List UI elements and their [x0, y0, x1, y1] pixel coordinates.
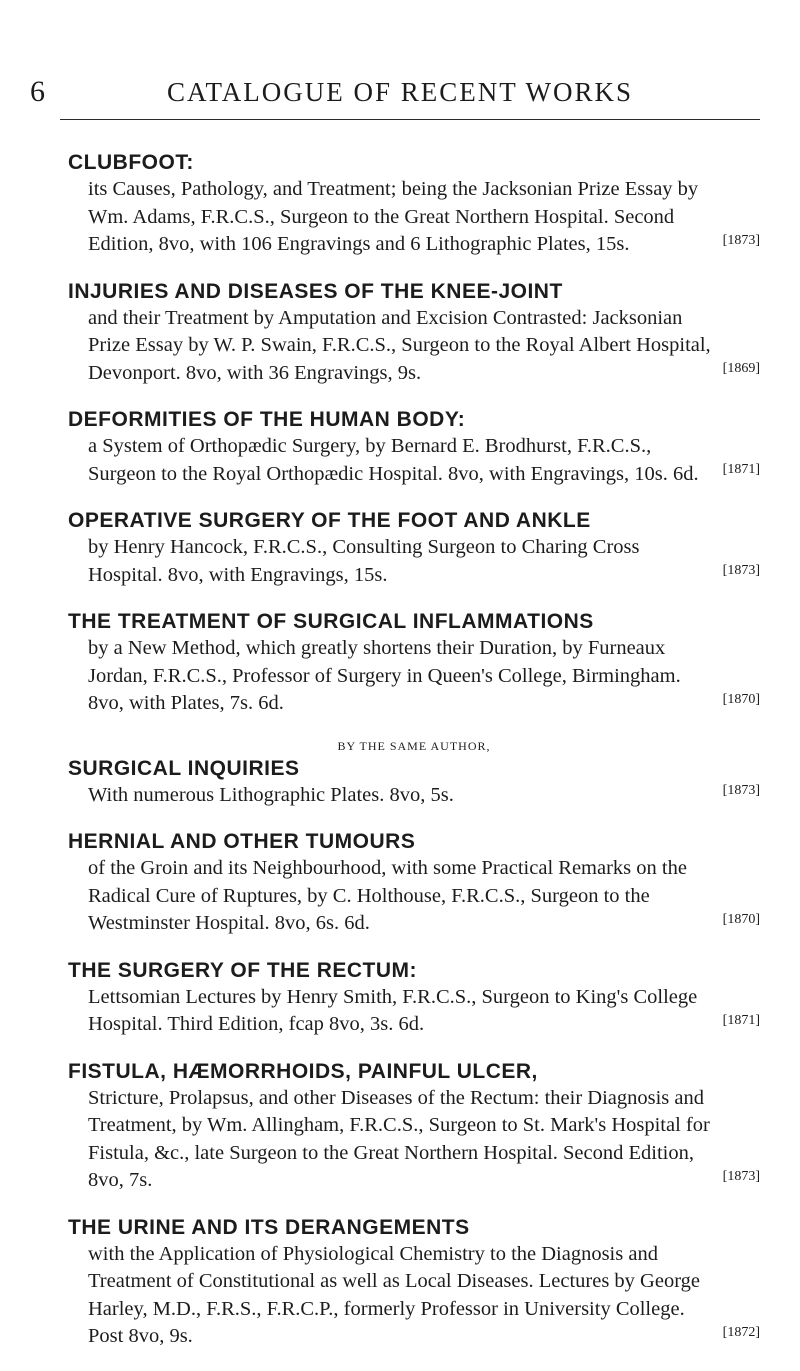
entry-title: INJURIES AND DISEASES OF THE KNEE-JOINT [68, 279, 563, 303]
entry-description [88, 635, 760, 718]
catalogue-entry-deformities [68, 407, 760, 488]
entry-description [88, 305, 760, 388]
entry-title: SURGICAL INQUIRIES [68, 756, 300, 780]
entry-description [88, 433, 760, 488]
publication-year: [1873] [722, 232, 760, 248]
publication-year: [1871] [722, 1012, 760, 1028]
entry-title: OPERATIVE SURGERY OF THE FOOT AND ANKLE [68, 509, 591, 532]
catalogue-entry-foot-ankle [68, 508, 760, 589]
entry-description [88, 855, 760, 938]
entry-title: HERNIAL AND OTHER TUMOURS [68, 830, 416, 853]
entry-title: THE URINE AND ITS DERANGEMENTS [68, 1215, 470, 1239]
publication-year: [1870] [722, 691, 760, 707]
entry-description [88, 984, 760, 1039]
catalogue-entry-surgical-inflammations [68, 609, 760, 718]
publication-year: [1873] [722, 783, 760, 798]
running-head [30, 72, 770, 112]
entry-title: FISTULA, HÆMORRHOIDS, PAINFUL ULCER, [68, 1059, 538, 1083]
entry-description-text: Stricture, Prolapsus, and other Diseases of the Rectum: their Diagnosis and Treatment, by Wm. Allingham, F.R.C.S., Surgeon to St. Mark's Hospital for Fistula, &c., late Surgeon to the Great Northern Hospital. Second Edition, 8vo, 7s. [88, 1086, 710, 1191]
entry-description [88, 1241, 760, 1351]
page-number: 6 [30, 75, 45, 108]
publication-year: [1872] [722, 1324, 760, 1340]
catalogue-entry-hernial-tumours [68, 829, 760, 938]
entry-description-text: with the Application of Physiological Chemistry to the Diagnosis and Treatment of Constitutional as well as Local Diseases. Lectures by George Harley, M.D., F.R.S., F.R.C.P., formerly Professor in University College. Post 8vo, 9s. [88, 1242, 701, 1347]
entry-description [88, 1085, 760, 1195]
catalogue-entry-surgical-inquiries [68, 738, 760, 810]
catalogue-entry-fistula [68, 1059, 760, 1195]
catalogue-entry-urine [68, 1215, 760, 1351]
entry-title: THE SURGERY OF THE RECTUM: [68, 958, 418, 982]
entry-description-text: a System of Orthopædic Surgery, by Bernard E. Brodhurst, F.R.C.S., Surgeon to the Royal Orthopædic Hospital. 8vo, with Engravings, 10s. 6d. [88, 435, 699, 485]
header-rule [60, 119, 760, 120]
entry-title: THE TREATMENT OF SURGICAL INFLAMMATIONS [68, 610, 594, 633]
entry-description [88, 176, 760, 259]
entry-description-text: of the Groin and its Neighbourhood, with some Practical Remarks on the Radical Cure of Ruptures, by C. Holthouse, F.R.C.S., Surgeon to the Westminster Hospital. 8vo, 6s. 6d. [88, 857, 687, 934]
entry-description-text: by Henry Hancock, F.R.C.S., Consulting Surgeon to Charing Cross Hospital. 8vo, with Engravings, 15s. [88, 536, 640, 586]
entry-title: CLUBFOOT: [68, 151, 194, 174]
entry-description-text: With numerous Lithographic Plates. 8vo, 5s. [88, 783, 454, 806]
entry-description-text: and their Treatment by Amputation and Excision Contrasted: Jacksonian Prize Essay by W. P. Swain, F.R.C.S., Surgeon to the Royal Albert Hospital, Devonport. 8vo, with 36 Engravings, 9s. [88, 306, 711, 384]
same-author-byline: BY THE SAME AUTHOR, [337, 738, 491, 753]
publication-year: [1871] [722, 462, 760, 477]
entry-description-text: by a New Method, which greatly shortens their Duration, by Furneaux Jordan, F.R.C.S., Professor of Surgery in Queen's College, Birmingham. 8vo, with Plates, 7s. 6d. [88, 637, 681, 714]
running-title: CATALOGUE OF RECENT WORKS [166, 77, 634, 107]
catalogue-entries [68, 150, 760, 1371]
entry-title: DEFORMITIES OF THE HUMAN BODY: [68, 408, 466, 431]
entry-description-text: its Causes, Pathology, and Treatment; being the Jacksonian Prize Essay by Wm. Adams, F.R.C.S., Surgeon to the Great Northern Hospital. Second Edition, 8vo, with 106 Engravings and 6 Lithographic Plates, 15s. [88, 178, 699, 255]
entry-description [88, 534, 760, 589]
publication-year: [1873] [722, 563, 760, 578]
publication-year: [1873] [722, 1168, 760, 1184]
publication-year: [1869] [722, 361, 760, 376]
catalogue-entry-knee-joint [68, 279, 760, 388]
catalogue-entry-clubfoot [68, 150, 760, 259]
entry-description-text: Lettsomian Lectures by Henry Smith, F.R.C.S., Surgeon to King's College Hospital. Third Edition, fcap 8vo, 3s. 6d. [88, 985, 698, 1035]
publication-year: [1870] [722, 911, 760, 927]
entry-description [88, 782, 760, 810]
catalogue-entry-surgery-rectum [68, 958, 760, 1039]
